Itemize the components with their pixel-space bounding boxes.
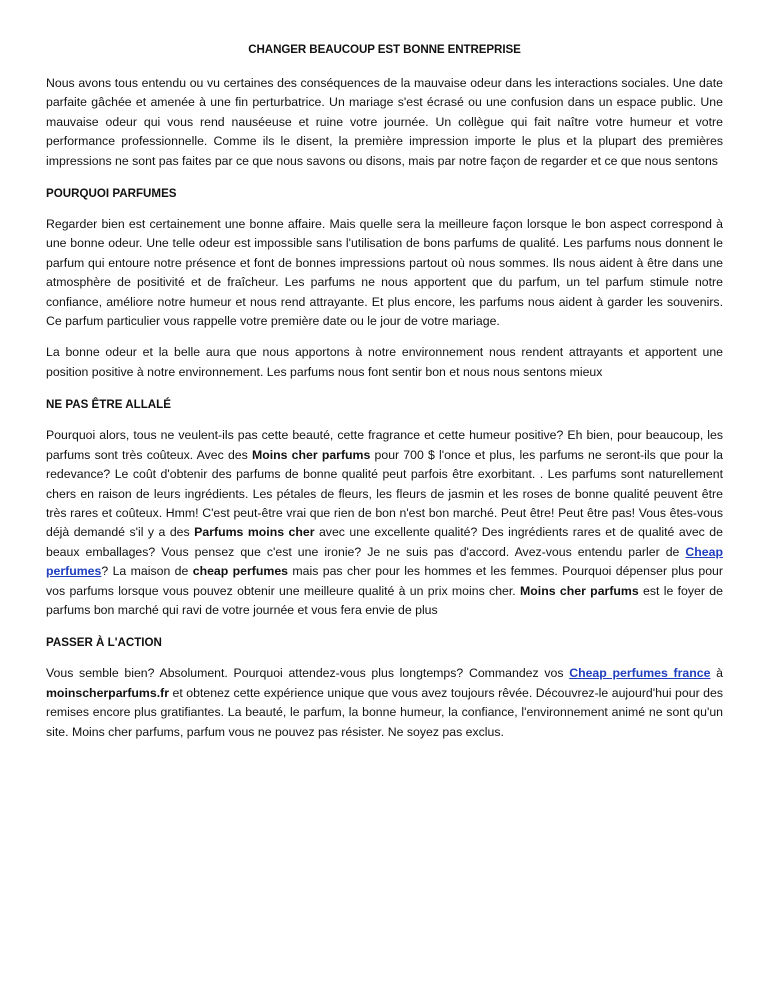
section2-bold-parfums-moins-cher: Parfums moins cher xyxy=(194,525,315,540)
section2-text-6: est le foyer de parfums bon marché qui ravi de votre journée et vous fera envie de plus xyxy=(46,583,723,617)
section2-bold-moins-cher-parfums-2: Moins cher parfums xyxy=(520,583,639,598)
section1-paragraph-1: Regarder bien est certainement une bonne affaire. Mais quelle sera la meilleure façon lorsque le bon aspect correspond à une bonne odeur. Une telle odeur est impossible sans l'utilisation de bons parfums de qualité. Les parfums nous donnent le parfum qui entoure notre présence et font de bonnes impressions partout où nous sommes. Ils nous aident à être dans une atmosphère de positivité et de fraîcheur. Les parfums ne nous apportent que du parfum, un tel parfum stimule notre confiance, améliore notre humeur et nous rend attrayante. Et plus encore, les parfums nous aident à garder les souvenirs. Ce parfum particulier vous rappelle votre première date ou le jour de votre mariage. xyxy=(46,217,723,329)
intro-paragraph: Nous avons tous entendu ou vu certaines des conséquences de la mauvaise odeur dans les interactions sociales. Une date parfaite gâchée et amenée à une fin perturbatrice. Un mariage s'est écrasé ou une confusion dans un espace public. Une mauvaise odeur qui vous rend nauséeuse et ruine votre journée. Un collègue qui fait naître votre humeur et votre performance professionnelle. Comme ils le disent, la première impression importe le plus et la plupart des premières impressions ne sont pas faites par ce que nous savons ou disons, mais par notre façon de regarder et ce que nous sentons xyxy=(46,76,723,168)
section2-text-3: avec une excellente qualité? Des ingrédients rares et de qualité avec de beaux emballages? Vous pensez que c'est une ironie? Je ne suis pas d'accord. Avez-vous entendu parler de xyxy=(46,525,723,559)
section3-paragraph xyxy=(46,664,723,742)
section2-text-5: mais pas cher pour les hommes et les femmes. Pourquoi dépenser plus pour vos parfums lorsque vous pouvez obtenir une meilleure qualité à un prix moins cher. xyxy=(46,564,723,598)
section3-text-2: à xyxy=(710,666,723,681)
document-page xyxy=(46,40,723,755)
section-heading-passer-a-laction: PASSER À L'ACTION xyxy=(46,636,162,650)
section-heading-ne-pas-etre-allale: NE PAS ÊTRE ALLALÉ xyxy=(46,398,171,412)
section-heading-pourquoi-parfumes: POURQUOI PARFUMES xyxy=(46,187,177,201)
document-title: CHANGER BEAUCOUP EST BONNE ENTREPRISE xyxy=(248,43,521,56)
section3-text-3: et obtenez cette expérience unique que vous avez toujours rêvée. Découvrez-le aujourd'hui pour des remises encore plus gratifiantes. La beauté, le parfum, la bonne humeur, la confiance, l'environnement animé ne sont qu'un site. Moins cher parfums, parfum vous ne pouvez pas résister. Ne soyez pas exclus. xyxy=(46,685,723,739)
section2-bold-moins-cher-parfums-1: Moins cher parfums xyxy=(251,447,371,462)
section3-bold-site-name: moinscherparfums.fr xyxy=(46,685,169,700)
section1-paragraph-2: La bonne odeur et la belle aura que nous apportons à notre environnement nous rendent attrayants et apportent une position positive à notre environnement. Les parfums nous font sentir bon et nous nous sentons mieux xyxy=(46,345,723,379)
section2-paragraph xyxy=(46,426,723,620)
section2-bold-cheap-perfumes: cheap perfumes xyxy=(192,564,289,579)
section3-text-1: Vous semble bien? Absolument. Pourquoi attendez-vous plus longtemps? Commandez vos xyxy=(46,666,570,681)
cheap-perfumes-france-link[interactable]: Cheap perfumes france xyxy=(569,666,711,681)
section2-text-1: Pourquoi alors, tous ne veulent-ils pas cette beauté, cette fragrance et cette humeur positive? Eh bien, pour beaucoup, les parfums sont très coûteux. Avec des xyxy=(46,428,723,462)
section2-text-4: ? La maison de xyxy=(101,564,193,579)
cheap-perfumes-link[interactable]: Cheap perfumes xyxy=(46,544,723,579)
section2-text-2: pour 700 $ l'once et plus, les parfums ne seront-ils que pour la redevance? Le coût d'obtenir des parfums de bonne qualité peut parfois être exorbitant. . Les parfums sont naturellement chers en raison de leurs ingrédients. Les pétales de fleurs, les fleurs de jasmin et les roses de bonne qualité peuvent être très rares et coûteux. Hmm! C'est peut-être vrai que rien de bon n'est bon marché. Peut être! Peut être pas! Vous êtes-vous déjà demandé s'il y a des xyxy=(46,447,723,540)
